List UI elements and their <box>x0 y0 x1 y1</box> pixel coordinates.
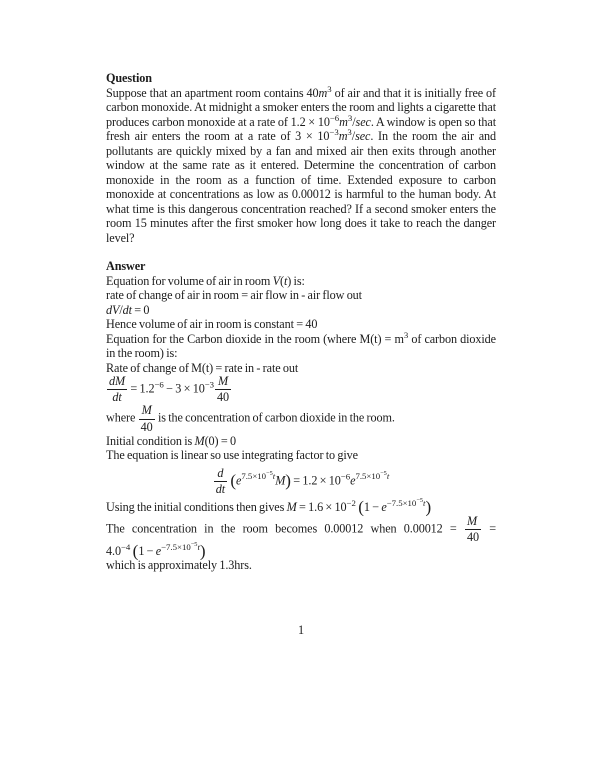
math-variable: t <box>386 471 390 482</box>
answer-line-final-answer: which is approximately 1.3hrs. <box>106 558 252 573</box>
big-parenthesis: ) <box>199 541 206 561</box>
math-variable: M <box>141 403 152 418</box>
superscript: 3 <box>347 112 353 123</box>
superscript: −3 <box>204 379 215 390</box>
math-variable: m <box>338 129 348 143</box>
fraction <box>107 375 127 404</box>
math-variable: e <box>350 473 356 488</box>
page-number: 1 <box>298 622 304 637</box>
math-variable: e <box>381 500 387 515</box>
superscript: 3 <box>403 329 409 340</box>
math-variable: M <box>275 473 286 488</box>
superscript: −5 <box>416 497 424 505</box>
superscript: −3 <box>329 126 339 137</box>
fraction-numerator <box>214 467 227 481</box>
answer-body <box>106 274 496 573</box>
big-parenthesis: ( <box>230 470 237 490</box>
answer-line-danger-concentration-continued: $4.0^{-4}$ $(1 - e^{-7.5\times 10^{-5}t})$ <box>106 540 206 561</box>
superscript: −6 <box>340 471 351 482</box>
superscript: −5 <box>380 470 387 478</box>
superscript: 3 <box>327 83 332 94</box>
math-variable: e <box>236 473 242 488</box>
math-variable: m <box>318 85 328 100</box>
big-parenthesis: ) <box>285 470 291 490</box>
fraction <box>139 404 155 433</box>
superscript: −4 <box>120 541 131 552</box>
superscript: 7.5×10−5t <box>241 470 276 482</box>
math-variable: V <box>272 273 280 288</box>
fraction-denominator <box>214 481 227 496</box>
fraction-denominator: 40 <box>217 390 230 405</box>
superscript: −5 <box>190 540 198 548</box>
fraction <box>215 375 231 404</box>
fraction-denominator: 40 <box>466 529 479 544</box>
math-variable: dV <box>106 302 120 317</box>
math-variable: dt <box>112 390 122 405</box>
math-variable: sec <box>355 114 371 129</box>
question-paragraph: Suppose that an apartment room contains $40m^3$ of air and that it is initially free of carbon monoxide. At midnight a smoker enters the room and lights a cigarette that produces carbon monoxide at a rate of $1.2 \times 10^{-6}m^3/\sec$. A window is open so that fresh air enters the room at a rate of $3 \times 10^{-3}m^3/\sec$. In the room the air and pollutants are quickly mixed by a fan and mixed air then exits through another window at the same rate as it entered. Determine the concentration of carbon monoxide in the room as a function of time. Extended exposure to carbon monoxide at concentrations as low as 0.00012 is harmful to the human body. At what time is this dangerous concentration reached? If a second smoker enters the room 15 minutes after the first smoker how long does it take to reach the danger level? <box>106 83 497 245</box>
answer-line-rate-of-change-air: rate of change of air in room = air flow in - air flow out <box>106 288 362 302</box>
big-parenthesis: ( <box>358 497 364 517</box>
fraction-denominator: 40 <box>140 419 153 434</box>
big-parenthesis: ) <box>425 497 432 517</box>
math-variable: t <box>423 497 426 508</box>
answer-line-dmdt-equation: $\frac{dM}{dt}$ = $1.2^{-6} - 3 \times 10^{-3}$ $\frac{M}{40}$ <box>109 374 230 405</box>
answer-line-carbon-equation-intro: Equation for the Carbon dioxide in the room (where $M(t) = m^3$ of carbon dioxide in the room) is: <box>106 329 496 360</box>
fraction-numerator <box>139 404 155 418</box>
superscript: −7.5×10−5t <box>161 540 200 552</box>
answer-line-volume-equation-intro: Equation for volume of air in room V(t) is: <box>106 273 305 288</box>
math-variable: dM <box>109 374 126 388</box>
math-variable: d <box>217 465 224 480</box>
fraction <box>214 467 227 496</box>
math-variable: dt <box>122 302 132 317</box>
math-variable: dt <box>215 481 225 496</box>
math-variable: e <box>155 543 162 558</box>
answer-line-danger-concentration-line: The concentration in the room becomes 0.00012 when 0.00012 = $\frac{M}{40}$ = <box>106 513 496 544</box>
text-column <box>106 71 496 637</box>
answer-line-rate-of-change-m: Rate of change of M(t) = rate in - rate out <box>106 360 299 375</box>
answer-line-concentration-definition: where $\frac{M}{40}$ is the concentration of carbon dioxide in the room. <box>106 403 395 434</box>
math-variable: M <box>194 433 205 448</box>
superscript: −6 <box>154 379 164 390</box>
superscript: −7.5×10−5t <box>386 497 426 508</box>
answer-heading: Answer <box>106 259 146 273</box>
answer-line-dvdt-equation: dV/dt = 0 <box>106 302 150 317</box>
superscript: −2 <box>346 497 356 508</box>
fraction-denominator <box>107 389 127 404</box>
answer-line-solution-equation: Using the initial conditions then gives $M = 1.6 \times 10^{-2}$ $(1 - e^{-7.5\times 10^{-5}t})$ <box>106 497 432 517</box>
superscript: 7.5×10−5t <box>355 470 390 482</box>
fraction-numerator <box>215 375 231 389</box>
question-heading: Question <box>106 71 152 85</box>
math-variable: M <box>286 500 297 515</box>
math-variable: M <box>466 513 478 528</box>
math-variable: t <box>197 541 200 552</box>
answer-line-integrating-factor-equation: $\frac{d}{dt}$ $(e^{7.5\times 10^{-5}t}M) = 1.2 \times 10^{-6}e^{7.5\times 10^{-5}t}$ <box>215 465 390 496</box>
answer-line-initial-condition: Initial condition is M(0) = 0 <box>106 433 236 448</box>
math-variable: m <box>339 114 348 129</box>
math-variable: M <box>218 374 229 388</box>
answer-line-constant-volume: Hence volume of air in room is constant = 40 <box>106 317 318 331</box>
math-variable: t <box>272 471 276 482</box>
math-variable: t <box>283 273 288 288</box>
superscript: −6 <box>329 112 340 123</box>
superscript: 3 <box>347 126 352 137</box>
fraction-numerator <box>465 515 481 529</box>
answer-line-integrating-factor-intro: The equation is linear so use integrating factor to give <box>106 448 358 463</box>
fraction-numerator <box>107 375 127 389</box>
math-variable: sec <box>355 129 371 143</box>
big-parenthesis: ( <box>132 541 139 561</box>
superscript: −5 <box>266 470 273 478</box>
fraction <box>465 515 481 544</box>
